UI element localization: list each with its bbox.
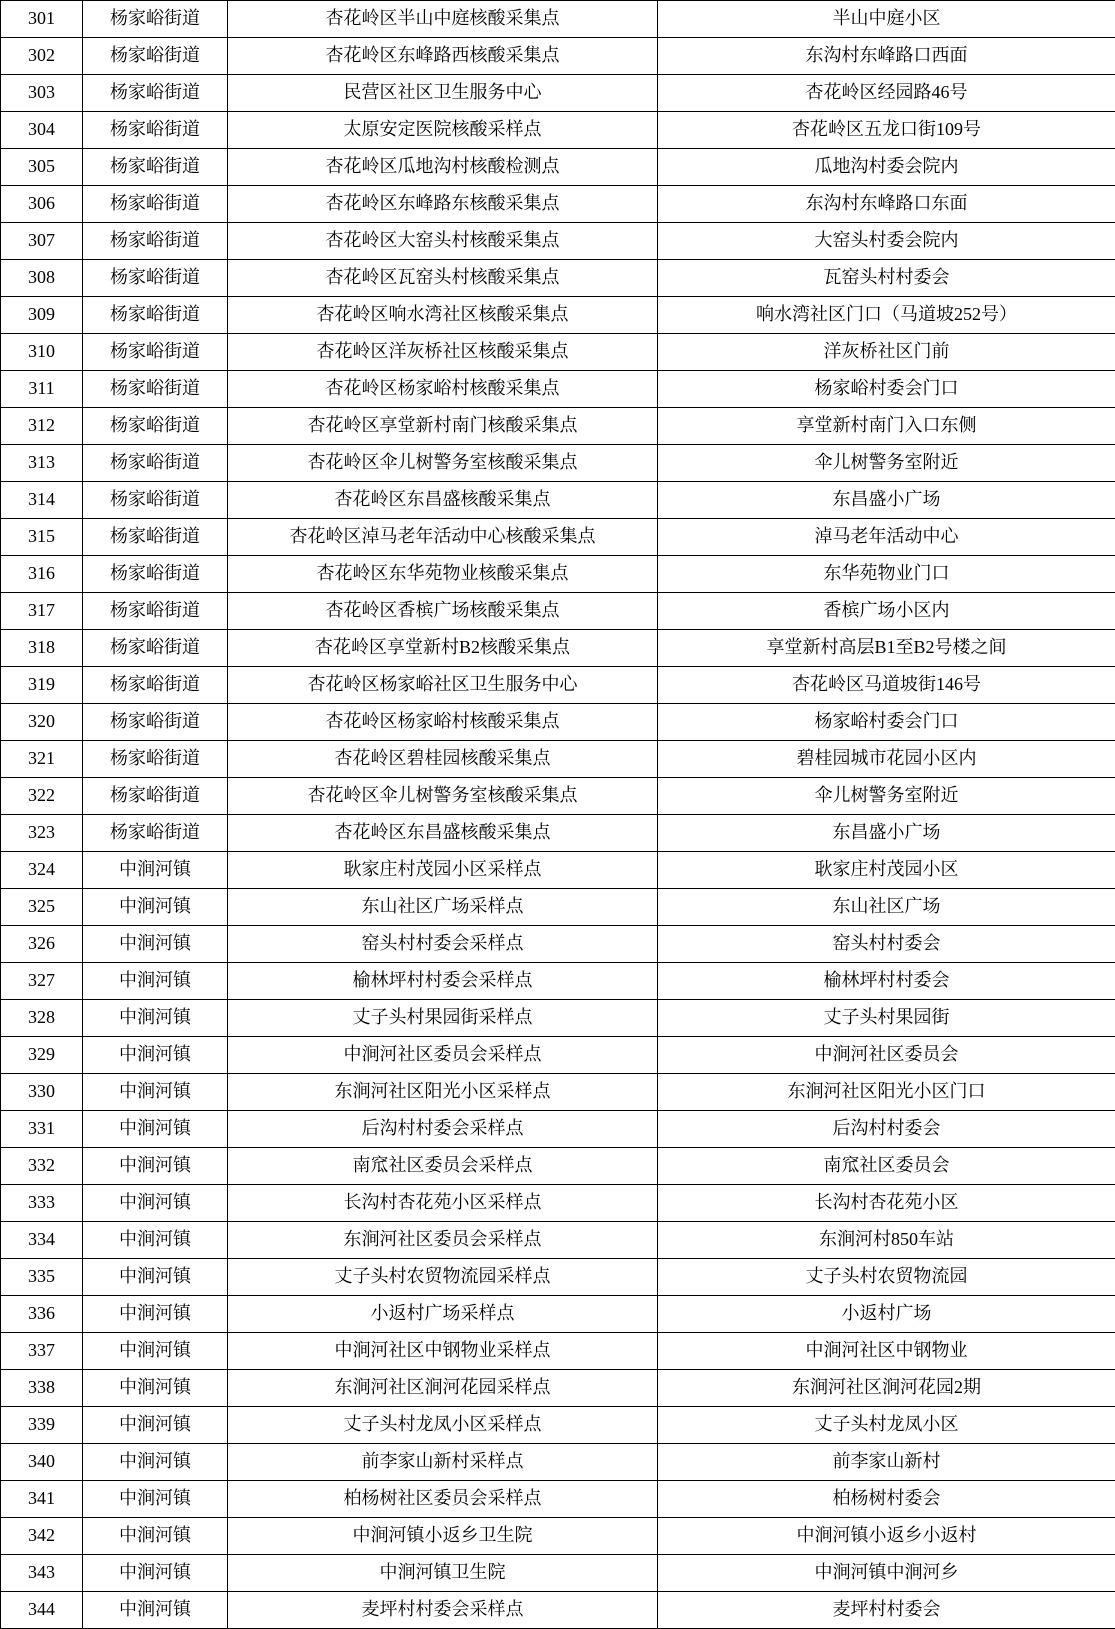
address-cell: 中涧河社区中钢物业 <box>658 1333 1115 1370</box>
table-row <box>1 186 1115 223</box>
table-row <box>1 889 1115 926</box>
row-number-cell: 344 <box>1 1592 83 1629</box>
site-name-cell: 中涧河社区中钢物业采样点 <box>228 1333 658 1370</box>
street-cell: 中涧河镇 <box>83 1407 228 1444</box>
table-row <box>1 1444 1115 1481</box>
site-name-cell: 中涧河镇卫生院 <box>228 1555 658 1592</box>
street-cell: 杨家峪街道 <box>83 778 228 815</box>
row-number-cell: 329 <box>1 1037 83 1074</box>
street-cell: 杨家峪街道 <box>83 297 228 334</box>
street-cell: 杨家峪街道 <box>83 223 228 260</box>
address-cell: 淖马老年活动中心 <box>658 519 1115 556</box>
table-row <box>1 1296 1115 1333</box>
site-name-cell: 柏杨树社区委员会采样点 <box>228 1481 658 1518</box>
address-cell: 杨家峪村委会门口 <box>658 371 1115 408</box>
street-cell: 中涧河镇 <box>83 1000 228 1037</box>
sampling-sites-table-body <box>1 1 1115 1629</box>
row-number-cell: 307 <box>1 223 83 260</box>
street-cell: 中涧河镇 <box>83 1518 228 1555</box>
address-cell: 东涧河社区涧河花园2期 <box>658 1370 1115 1407</box>
site-name-cell: 麦坪村村委会采样点 <box>228 1592 658 1629</box>
address-cell: 前李家山新村 <box>658 1444 1115 1481</box>
address-cell: 半山中庭小区 <box>658 1 1115 38</box>
site-name-cell: 杏花岭区杨家峪村核酸采集点 <box>228 704 658 741</box>
street-cell: 杨家峪街道 <box>83 75 228 112</box>
site-name-cell: 榆林坪村村委会采样点 <box>228 963 658 1000</box>
row-number-cell: 336 <box>1 1296 83 1333</box>
street-cell: 杨家峪街道 <box>83 667 228 704</box>
address-cell: 南窊社区委员会 <box>658 1148 1115 1185</box>
table-row <box>1 852 1115 889</box>
site-name-cell: 耿家庄村茂园小区采样点 <box>228 852 658 889</box>
site-name-cell: 东涧河社区阳光小区采样点 <box>228 1074 658 1111</box>
street-cell: 中涧河镇 <box>83 1333 228 1370</box>
address-cell: 香槟广场小区内 <box>658 593 1115 630</box>
row-number-cell: 315 <box>1 519 83 556</box>
row-number-cell: 330 <box>1 1074 83 1111</box>
table-row <box>1 1222 1115 1259</box>
street-cell: 杨家峪街道 <box>83 186 228 223</box>
site-name-cell: 长沟村杏花苑小区采样点 <box>228 1185 658 1222</box>
address-cell: 东涧河社区阳光小区门口 <box>658 1074 1115 1111</box>
table-row <box>1 593 1115 630</box>
street-cell: 杨家峪街道 <box>83 482 228 519</box>
table-row <box>1 1185 1115 1222</box>
row-number-cell: 323 <box>1 815 83 852</box>
row-number-cell: 314 <box>1 482 83 519</box>
site-name-cell: 杏花岭区香槟广场核酸采集点 <box>228 593 658 630</box>
table-row <box>1 1592 1115 1629</box>
row-number-cell: 311 <box>1 371 83 408</box>
street-cell: 杨家峪街道 <box>83 334 228 371</box>
row-number-cell: 338 <box>1 1370 83 1407</box>
row-number-cell: 328 <box>1 1000 83 1037</box>
street-cell: 中涧河镇 <box>83 852 228 889</box>
row-number-cell: 319 <box>1 667 83 704</box>
row-number-cell: 301 <box>1 1 83 38</box>
row-number-cell: 309 <box>1 297 83 334</box>
street-cell: 中涧河镇 <box>83 1111 228 1148</box>
street-cell: 中涧河镇 <box>83 1370 228 1407</box>
row-number-cell: 312 <box>1 408 83 445</box>
street-cell: 杨家峪街道 <box>83 593 228 630</box>
row-number-cell: 321 <box>1 741 83 778</box>
table-row <box>1 519 1115 556</box>
row-number-cell: 333 <box>1 1185 83 1222</box>
table-row <box>1 112 1115 149</box>
site-name-cell: 窑头村村委会采样点 <box>228 926 658 963</box>
site-name-cell: 小返村广场采样点 <box>228 1296 658 1333</box>
row-number-cell: 339 <box>1 1407 83 1444</box>
street-cell: 中涧河镇 <box>83 1481 228 1518</box>
address-cell: 中涧河镇小返乡小返村 <box>658 1518 1115 1555</box>
row-number-cell: 316 <box>1 556 83 593</box>
row-number-cell: 305 <box>1 149 83 186</box>
table-row <box>1 815 1115 852</box>
address-cell: 享堂新村南门入口东侧 <box>658 408 1115 445</box>
street-cell: 中涧河镇 <box>83 1148 228 1185</box>
street-cell: 杨家峪街道 <box>83 704 228 741</box>
address-cell: 瓜地沟村委会院内 <box>658 149 1115 186</box>
site-name-cell: 东山社区广场采样点 <box>228 889 658 926</box>
table-row <box>1 223 1115 260</box>
row-number-cell: 304 <box>1 112 83 149</box>
table-row <box>1 1 1115 38</box>
row-number-cell: 342 <box>1 1518 83 1555</box>
row-number-cell: 341 <box>1 1481 83 1518</box>
address-cell: 响水湾社区门口（马道坡252号） <box>658 297 1115 334</box>
row-number-cell: 320 <box>1 704 83 741</box>
site-name-cell: 杏花岭区杨家峪村核酸采集点 <box>228 371 658 408</box>
site-name-cell: 东涧河社区委员会采样点 <box>228 1222 658 1259</box>
site-name-cell: 杏花岭区淖马老年活动中心核酸采集点 <box>228 519 658 556</box>
address-cell: 耿家庄村茂园小区 <box>658 852 1115 889</box>
site-name-cell: 杏花岭区响水湾社区核酸采集点 <box>228 297 658 334</box>
row-number-cell: 335 <box>1 1259 83 1296</box>
row-number-cell: 324 <box>1 852 83 889</box>
street-cell: 杨家峪街道 <box>83 741 228 778</box>
street-cell: 杨家峪街道 <box>83 815 228 852</box>
street-cell: 中涧河镇 <box>83 1185 228 1222</box>
address-cell: 东沟村东峰路口西面 <box>658 38 1115 75</box>
row-number-cell: 332 <box>1 1148 83 1185</box>
site-name-cell: 杏花岭区东峰路西核酸采集点 <box>228 38 658 75</box>
row-number-cell: 326 <box>1 926 83 963</box>
row-number-cell: 302 <box>1 38 83 75</box>
address-cell: 东沟村东峰路口东面 <box>658 186 1115 223</box>
table-row <box>1 445 1115 482</box>
address-cell: 麦坪村村委会 <box>658 1592 1115 1629</box>
address-cell: 杏花岭区马道坡街146号 <box>658 667 1115 704</box>
address-cell: 丈子头村农贸物流园 <box>658 1259 1115 1296</box>
street-cell: 中涧河镇 <box>83 1296 228 1333</box>
table-row <box>1 371 1115 408</box>
street-cell: 杨家峪街道 <box>83 556 228 593</box>
table-row <box>1 667 1115 704</box>
table-row <box>1 926 1115 963</box>
address-cell: 中涧河社区委员会 <box>658 1037 1115 1074</box>
row-number-cell: 317 <box>1 593 83 630</box>
table-row <box>1 963 1115 1000</box>
row-number-cell: 343 <box>1 1555 83 1592</box>
site-name-cell: 杏花岭区东昌盛核酸采集点 <box>228 482 658 519</box>
address-cell: 窑头村村委会 <box>658 926 1115 963</box>
site-name-cell: 丈子头村果园街采样点 <box>228 1000 658 1037</box>
street-cell: 杨家峪街道 <box>83 519 228 556</box>
site-name-cell: 东涧河社区涧河花园采样点 <box>228 1370 658 1407</box>
site-name-cell: 杏花岭区杨家峪社区卫生服务中心 <box>228 667 658 704</box>
site-name-cell: 杏花岭区洋灰桥社区核酸采集点 <box>228 334 658 371</box>
street-cell: 杨家峪街道 <box>83 408 228 445</box>
row-number-cell: 331 <box>1 1111 83 1148</box>
street-cell: 中涧河镇 <box>83 1222 228 1259</box>
address-cell: 东山社区广场 <box>658 889 1115 926</box>
address-cell: 杨家峪村委会门口 <box>658 704 1115 741</box>
address-cell: 小返村广场 <box>658 1296 1115 1333</box>
site-name-cell: 杏花岭区享堂新村南门核酸采集点 <box>228 408 658 445</box>
table-row <box>1 1370 1115 1407</box>
site-name-cell: 丈子头村农贸物流园采样点 <box>228 1259 658 1296</box>
site-name-cell: 杏花岭区伞儿树警务室核酸采集点 <box>228 445 658 482</box>
site-name-cell: 民营区社区卫生服务中心 <box>228 75 658 112</box>
table-row <box>1 1407 1115 1444</box>
row-number-cell: 306 <box>1 186 83 223</box>
table-row <box>1 149 1115 186</box>
street-cell: 杨家峪街道 <box>83 371 228 408</box>
street-cell: 中涧河镇 <box>83 1259 228 1296</box>
site-name-cell: 杏花岭区伞儿树警务室核酸采集点 <box>228 778 658 815</box>
street-cell: 中涧河镇 <box>83 1037 228 1074</box>
row-number-cell: 308 <box>1 260 83 297</box>
row-number-cell: 334 <box>1 1222 83 1259</box>
address-cell: 长沟村杏花苑小区 <box>658 1185 1115 1222</box>
table-row <box>1 260 1115 297</box>
address-cell: 碧桂园城市花园小区内 <box>658 741 1115 778</box>
table-row <box>1 704 1115 741</box>
table-row <box>1 1074 1115 1111</box>
row-number-cell: 327 <box>1 963 83 1000</box>
street-cell: 杨家峪街道 <box>83 630 228 667</box>
table-row <box>1 408 1115 445</box>
site-name-cell: 杏花岭区瓦窑头村核酸采集点 <box>228 260 658 297</box>
table-row <box>1 1481 1115 1518</box>
address-cell: 享堂新村高层B1至B2号楼之间 <box>658 630 1115 667</box>
site-name-cell: 杏花岭区享堂新村B2核酸采集点 <box>228 630 658 667</box>
address-cell: 杏花岭区五龙口街109号 <box>658 112 1115 149</box>
table-row <box>1 741 1115 778</box>
address-cell: 东昌盛小广场 <box>658 815 1115 852</box>
street-cell: 杨家峪街道 <box>83 1 228 38</box>
table-row <box>1 1259 1115 1296</box>
address-cell: 洋灰桥社区门前 <box>658 334 1115 371</box>
site-name-cell: 南窊社区委员会采样点 <box>228 1148 658 1185</box>
table-row <box>1 75 1115 112</box>
address-cell: 榆林坪村村委会 <box>658 963 1115 1000</box>
street-cell: 中涧河镇 <box>83 1592 228 1629</box>
address-cell: 柏杨树村委会 <box>658 1481 1115 1518</box>
table-row <box>1 1518 1115 1555</box>
address-cell: 东华苑物业门口 <box>658 556 1115 593</box>
address-cell: 东昌盛小广场 <box>658 482 1115 519</box>
row-number-cell: 318 <box>1 630 83 667</box>
row-number-cell: 310 <box>1 334 83 371</box>
street-cell: 杨家峪街道 <box>83 112 228 149</box>
table-row <box>1 1111 1115 1148</box>
site-name-cell: 杏花岭区东峰路东核酸采集点 <box>228 186 658 223</box>
street-cell: 中涧河镇 <box>83 1074 228 1111</box>
table-row <box>1 778 1115 815</box>
address-cell: 伞儿树警务室附近 <box>658 445 1115 482</box>
table-row <box>1 38 1115 75</box>
site-name-cell: 杏花岭区大窑头村核酸采集点 <box>228 223 658 260</box>
row-number-cell: 340 <box>1 1444 83 1481</box>
street-cell: 中涧河镇 <box>83 889 228 926</box>
table-row <box>1 1000 1115 1037</box>
address-cell: 瓦窑头村村委会 <box>658 260 1115 297</box>
table-row <box>1 630 1115 667</box>
address-cell: 丈子头村果园街 <box>658 1000 1115 1037</box>
table-row <box>1 1555 1115 1592</box>
site-name-cell: 中涧河镇小返乡卫生院 <box>228 1518 658 1555</box>
site-name-cell: 后沟村村委会采样点 <box>228 1111 658 1148</box>
street-cell: 杨家峪街道 <box>83 445 228 482</box>
street-cell: 中涧河镇 <box>83 1555 228 1592</box>
row-number-cell: 303 <box>1 75 83 112</box>
table-row <box>1 1333 1115 1370</box>
address-cell: 丈子头村龙凤小区 <box>658 1407 1115 1444</box>
site-name-cell: 丈子头村龙凤小区采样点 <box>228 1407 658 1444</box>
site-name-cell: 太原安定医院核酸采样点 <box>228 112 658 149</box>
row-number-cell: 322 <box>1 778 83 815</box>
street-cell: 中涧河镇 <box>83 926 228 963</box>
table-row <box>1 556 1115 593</box>
site-name-cell: 前李家山新村采样点 <box>228 1444 658 1481</box>
street-cell: 杨家峪街道 <box>83 38 228 75</box>
site-name-cell: 杏花岭区碧桂园核酸采集点 <box>228 741 658 778</box>
site-name-cell: 杏花岭区东昌盛核酸采集点 <box>228 815 658 852</box>
site-name-cell: 杏花岭区瓜地沟村核酸检测点 <box>228 149 658 186</box>
site-name-cell: 杏花岭区东华苑物业核酸采集点 <box>228 556 658 593</box>
row-number-cell: 325 <box>1 889 83 926</box>
street-cell: 杨家峪街道 <box>83 149 228 186</box>
street-cell: 中涧河镇 <box>83 1444 228 1481</box>
street-cell: 中涧河镇 <box>83 963 228 1000</box>
street-cell: 杨家峪街道 <box>83 260 228 297</box>
address-cell: 大窑头村委会院内 <box>658 223 1115 260</box>
row-number-cell: 337 <box>1 1333 83 1370</box>
site-name-cell: 杏花岭区半山中庭核酸采集点 <box>228 1 658 38</box>
table-row <box>1 1148 1115 1185</box>
table-row <box>1 1037 1115 1074</box>
address-cell: 东涧河村850车站 <box>658 1222 1115 1259</box>
address-cell: 中涧河镇中涧河乡 <box>658 1555 1115 1592</box>
address-cell: 杏花岭区经园路46号 <box>658 75 1115 112</box>
table-row <box>1 334 1115 371</box>
row-number-cell: 313 <box>1 445 83 482</box>
site-name-cell: 中涧河社区委员会采样点 <box>228 1037 658 1074</box>
address-cell: 伞儿树警务室附近 <box>658 778 1115 815</box>
table-row <box>1 482 1115 519</box>
address-cell: 后沟村村委会 <box>658 1111 1115 1148</box>
table-row <box>1 297 1115 334</box>
